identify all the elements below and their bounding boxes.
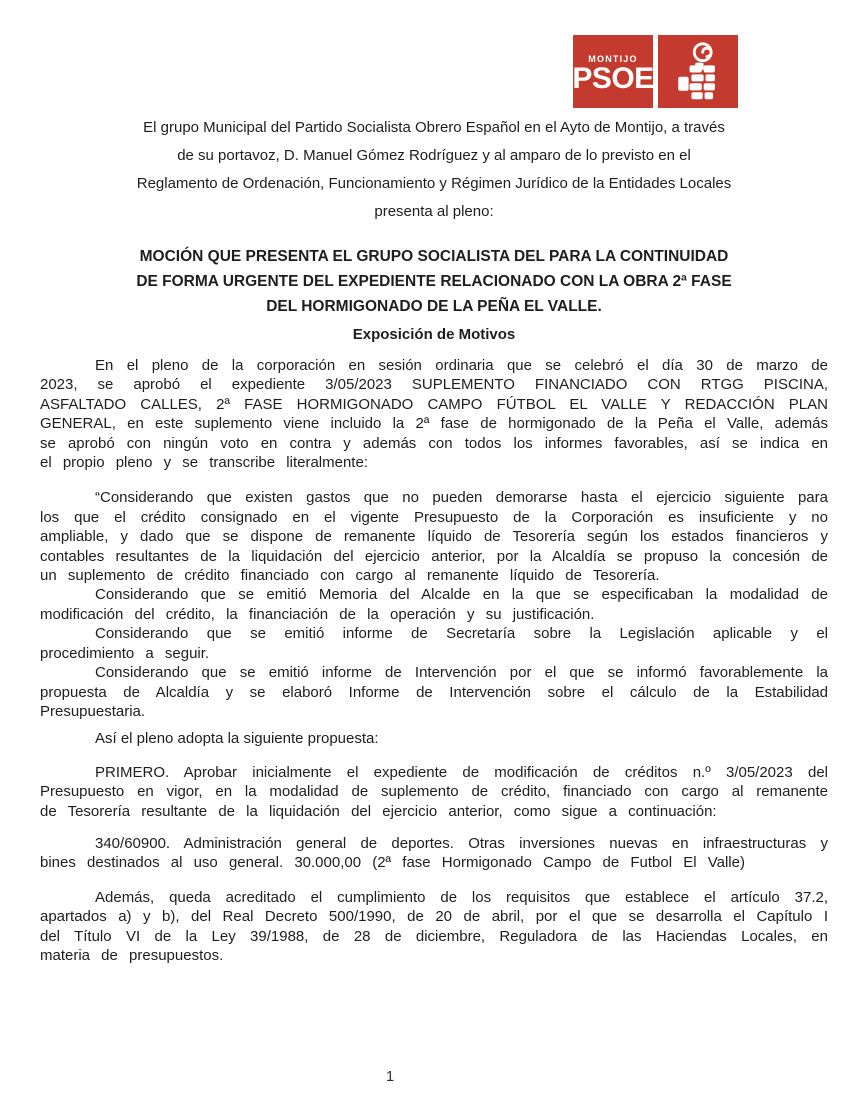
paragraph-primero: PRIMERO. Aprobar inicialmente el expediente de modificación de créditos n.º 3/05/2023 del Presupuesto en vigor, en la modalidad de suplemento de crédito, financiado con cargo al remanente de Tesorería resultante de la liquidación del ejercicio anterior, como sigue a continuación:: [40, 763, 828, 820]
logo-brand-label: PSOE: [572, 61, 654, 95]
page-number: 1: [385, 1068, 395, 1085]
intro-paragraph: [40, 114, 828, 226]
paragraph-considerando-1: “Considerando que existen gastos que no pueden demorarse hasta el ejercicio siguiente para los que el crédito consignado en el vigente Presupuesto de la Corporación es insuficiente y no ampliable, y dado que se dispone de remanente líquido de Tesorería según los estados financieros y contables resultantes de la liquidación del ejercicio anterior, por la Alcaldía se propuso la concesión de un suplemento de crédito financiado con cargo al remanente líquido de Tesorería.: [40, 489, 828, 585]
paragraph-propuesta: Así el pleno adopta la siguiente propuesta:: [95, 730, 379, 748]
document-body: [0, 114, 863, 965]
paragraph-considerando-2: Considerando que se emitió Memoria del Alcalde en la que se especificaban la modalidad de modificación del crédito, la financiación de la operación y su justificación.: [40, 586, 828, 623]
intro-line: presenta al pleno:: [374, 203, 494, 220]
fist-and-rose-icon: [674, 41, 722, 103]
logo-region-label: MONTIJO: [588, 53, 638, 64]
logo-emblem-box: [658, 35, 738, 108]
psoe-montijo-logo: [573, 35, 738, 108]
motion-title: [40, 244, 828, 319]
intro-line: Reglamento de Ordenación, Funcionamiento y Régimen Jurídico de la Entidades Locales: [136, 175, 732, 192]
intro-line: El grupo Municipal del Partido Socialista Obrero Español en el Ayto de Montijo, a través: [143, 119, 725, 136]
quoted-considerandos: [40, 488, 828, 721]
paragraph-ademas: Además, queda acreditado el cumplimiento de los requisitos que establece el artículo 37.2, apartados a) y b), del Real Decreto 500/1990, de 20 de abril, por el que se desarrolla el Capítulo I del Título VI de la Ley 39/1988, de 28 de diciembre, Reguladora de las Haciendas Locales, en materia de presupuestos.: [40, 888, 828, 964]
paragraph-considerando-4: Considerando que se emitió informe de Intervención por el que se informó favorablemente la propuesta de Alcaldía y se elaboró Informe de Intervención sobre el cálculo de la Estabilidad Presupuestaria.: [40, 664, 828, 720]
motion-title-line: DE FORMA URGENTE DEL EXPEDIENTE RELACIONADO CON LA OBRA 2ª FASE: [136, 273, 732, 290]
section-heading: Exposición de Motivos: [352, 326, 516, 343]
motion-title-line: MOCIÓN QUE PRESENTA EL GRUPO SOCIALISTA DEL PARA LA CONTINUIDAD: [139, 248, 729, 265]
paragraph-pleno: En el pleno de la corporación en sesión ordinaria que se celebró el día 30 de marzo de 2023, se aprobó el expediente 3/05/2023 SUPLEMENTO FINANCIADO CON RTGG PISCINA, ASFALTADO CALLES, 2ª FASE HORMIGONADO CAMPO FÚTBOL EL VALLE Y REDACCIÓN PLAN GENERAL, en este suplemento viene incluido la 2ª fase de hormigonado de la Peña el Valle, además se aprobó con ningún voto en contra y además con todos los informes favorables, así se indica en el propio pleno y se transcribe literalmente:: [40, 357, 828, 472]
paragraph-considerando-3: Considerando que se emitió informe de Secretaría sobre la Legislación aplicable y el procedimiento a seguir.: [40, 625, 828, 662]
motion-title-line: DEL HORMIGONADO DE LA PEÑA EL VALLE.: [266, 298, 602, 315]
paragraph-partida-presupuestaria: 340/60900. Administración general de deportes. Otras inversiones nuevas en infraestructuras y bines destinados al uso general. 30.000,00 (2ª fase Hormigonado Campo de Futbol El Valle): [40, 834, 828, 872]
logo-wordmark-box: [573, 35, 653, 108]
intro-line: de su portavoz, D. Manuel Gómez Rodríguez y al amparo de lo previsto en el: [177, 147, 691, 164]
